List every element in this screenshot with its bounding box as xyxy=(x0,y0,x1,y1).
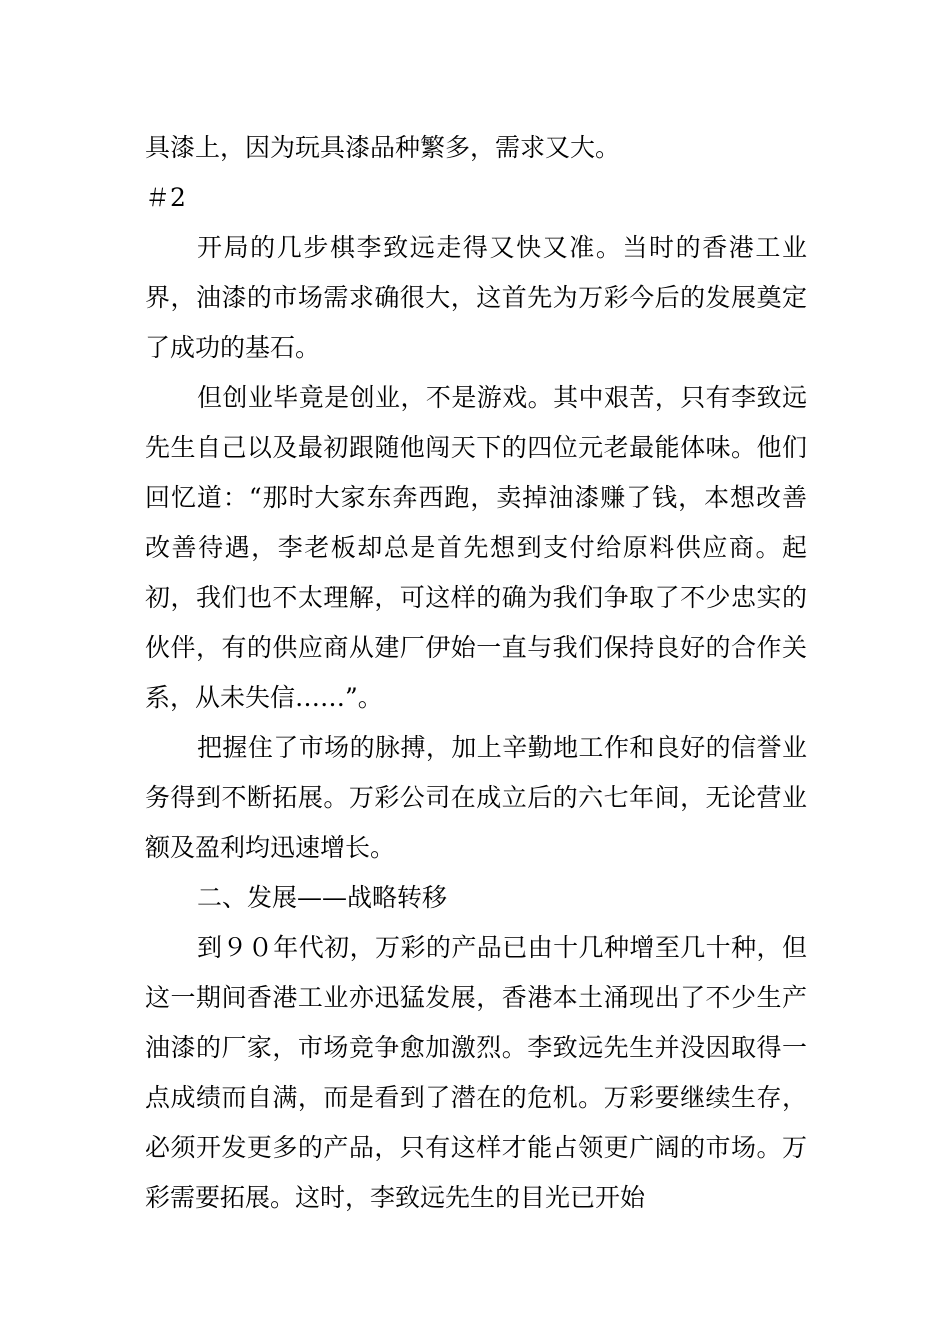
paragraph: 到９０年代初，万彩的产品已由十几种增至几十种，但这一期间香港工业亦迅猛发展，香港本土涌现出了不少生产油漆的厂家，市场竞争愈加激烈。李致远先生并没因取得一点成绩而自满，而是看到了潜在的危机。万彩要继续生存，必须开发更多的产品，只有这样才能占领更广阔的市场。万彩需要拓展。这时，李致远先生的目光已开始 xyxy=(145,933,807,1212)
paragraph-continuation: 具漆上，因为玩具漆品种繁多，需求又大。 xyxy=(145,133,621,162)
section-heading: 二、发展——战略转移 xyxy=(197,883,448,912)
paragraph: 把握住了市场的脉搏，加上辛勤地工作和良好的信誉业务得到不断拓展。万彩公司在成立后的六七年间，无论营业额及盈利均迅速增长。 xyxy=(145,733,807,862)
section-marker: ＃2 xyxy=(145,183,186,212)
paragraph: 但创业毕竟是创业，不是游戏。其中艰苦，只有李致远先生自己以及最初跟随他闯天下的四位元老最能体味。他们回忆道：“那时大家东奔西跑，卖掉油漆赚了钱，本想改善改善待遇，李老板却总是首先想到支付给原料供应商。起初，我们也不太理解，可这样的确为我们争取了不少忠实的伙伴，有的供应商从建厂伊始一直与我们保持良好的合作关系，从未失信……”。 xyxy=(145,383,807,712)
document-body xyxy=(145,123,807,1223)
paragraph: 开局的几步棋李致远走得又快又准。当时的香港工业界，油漆的市场需求确很大，这首先为万彩今后的发展奠定了成功的基石。 xyxy=(145,233,807,362)
